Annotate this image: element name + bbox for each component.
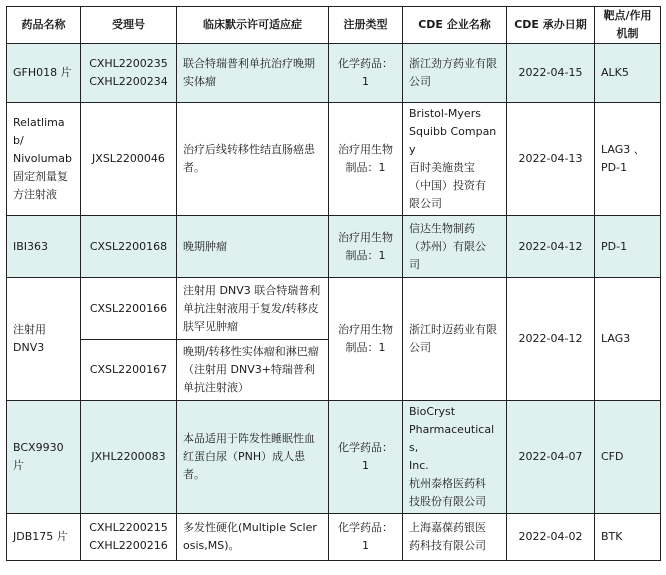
target-cell: CFD [595, 401, 661, 514]
accept-no-cell: CXHL2200235 CXHL2200234 [81, 44, 177, 103]
company-cell: 浙江劲方药业有限公司 [403, 44, 507, 103]
date-cell: 2022-04-07 [507, 401, 595, 514]
company-cell: 浙江时迈药业有限公司 [403, 278, 507, 401]
reg-type-cell: 治疗用生物 制品：1 [329, 278, 403, 401]
header-drug-name: 药品名称 [7, 7, 81, 44]
company-cell: BioCryst Pharmaceuticals, Inc. 杭州泰格医药科 技股份有限公司 [403, 401, 507, 514]
reg-type-cell: 化学药品： 1 [329, 44, 403, 103]
header-target: 靶点/作用机制 [595, 7, 661, 44]
target-cell: PD-1 [595, 216, 661, 278]
drug-name-cell: Relatlimab/ Nivolumab 固定剂量复 方注射液 [7, 103, 81, 216]
date-cell: 2022-04-15 [507, 44, 595, 103]
company-cell: Bristol-Myers Squibb Company 百时美施贵宝 （中国）投资有 限公司 [403, 103, 507, 216]
drug-approval-table [6, 6, 661, 561]
date-cell: 2022-04-02 [507, 514, 595, 561]
table-row [7, 44, 661, 103]
drug-name-cell: GFH018 片 [7, 44, 81, 103]
table-row [7, 401, 661, 514]
target-cell: LAG3 、 PD-1 [595, 103, 661, 216]
drug-name-cell: BCX9930 片 [7, 401, 81, 514]
target-cell: ALK5 [595, 44, 661, 103]
drug-name-cell: IBI363 [7, 216, 81, 278]
table-row [7, 103, 661, 216]
reg-type-cell: 化学药品： 1 [329, 401, 403, 514]
indication-cell: 多发性硬化(Multiple Sclerosis,MS)。 [177, 514, 329, 561]
date-cell: 2022-04-13 [507, 103, 595, 216]
indication-cell: 治疗后线转移性结直肠癌患者。 [177, 103, 329, 216]
header-reg-type: 注册类型 [329, 7, 403, 44]
indication-cell: 本品适用于阵发性睡眠性血红蛋白尿（PNH）成人患者。 [177, 401, 329, 514]
accept-no-cell: CXHL2200215 CXHL2200216 [81, 514, 177, 561]
company-cell: 信达生物制药 （苏州）有限公 司 [403, 216, 507, 278]
drug-name-cell: JDB175 片 [7, 514, 81, 561]
reg-type-cell: 治疗用生物 制品：1 [329, 103, 403, 216]
drug-name-cell: 注射用 DNV3 [7, 278, 81, 401]
accept-no-cell: CXSL2200168 [81, 216, 177, 278]
company-cell: 上海嘉葆药银医 药科技有限公司 [403, 514, 507, 561]
accept-no-cell: CXSL2200166 [81, 278, 177, 340]
accept-no-cell: JXHL2200083 [81, 401, 177, 514]
reg-type-cell: 治疗用生物 制品：1 [329, 216, 403, 278]
date-cell: 2022-04-12 [507, 278, 595, 401]
reg-type-cell: 化学药品： 1 [329, 514, 403, 561]
header-indication: 临床默示许可适应症 [177, 7, 329, 44]
table-header-row [7, 7, 661, 44]
indication-cell: 注射用 DNV3 联合特瑞普利单抗注射液用于复发/转移皮肤罕见肿瘤 [177, 278, 329, 340]
target-cell: LAG3 [595, 278, 661, 401]
indication-cell: 联合特瑞普利单抗治疗晚期实体瘤 [177, 44, 329, 103]
header-date: CDE 承办日期 [507, 7, 595, 44]
accept-no-cell: JXSL2200046 [81, 103, 177, 216]
indication-cell: 晚期肿瘤 [177, 216, 329, 278]
target-cell: BTK [595, 514, 661, 561]
table-row [7, 278, 661, 340]
date-cell: 2022-04-12 [507, 216, 595, 278]
header-accept-no: 受理号 [81, 7, 177, 44]
header-company: CDE 企业名称 [403, 7, 507, 44]
table-row [7, 216, 661, 278]
table-row [7, 514, 661, 561]
accept-no-cell: CXSL2200167 [81, 340, 177, 401]
indication-cell: 晚期/转移性实体瘤和淋巴瘤（注射用 DNV3+特瑞普利单抗注射液） [177, 340, 329, 401]
